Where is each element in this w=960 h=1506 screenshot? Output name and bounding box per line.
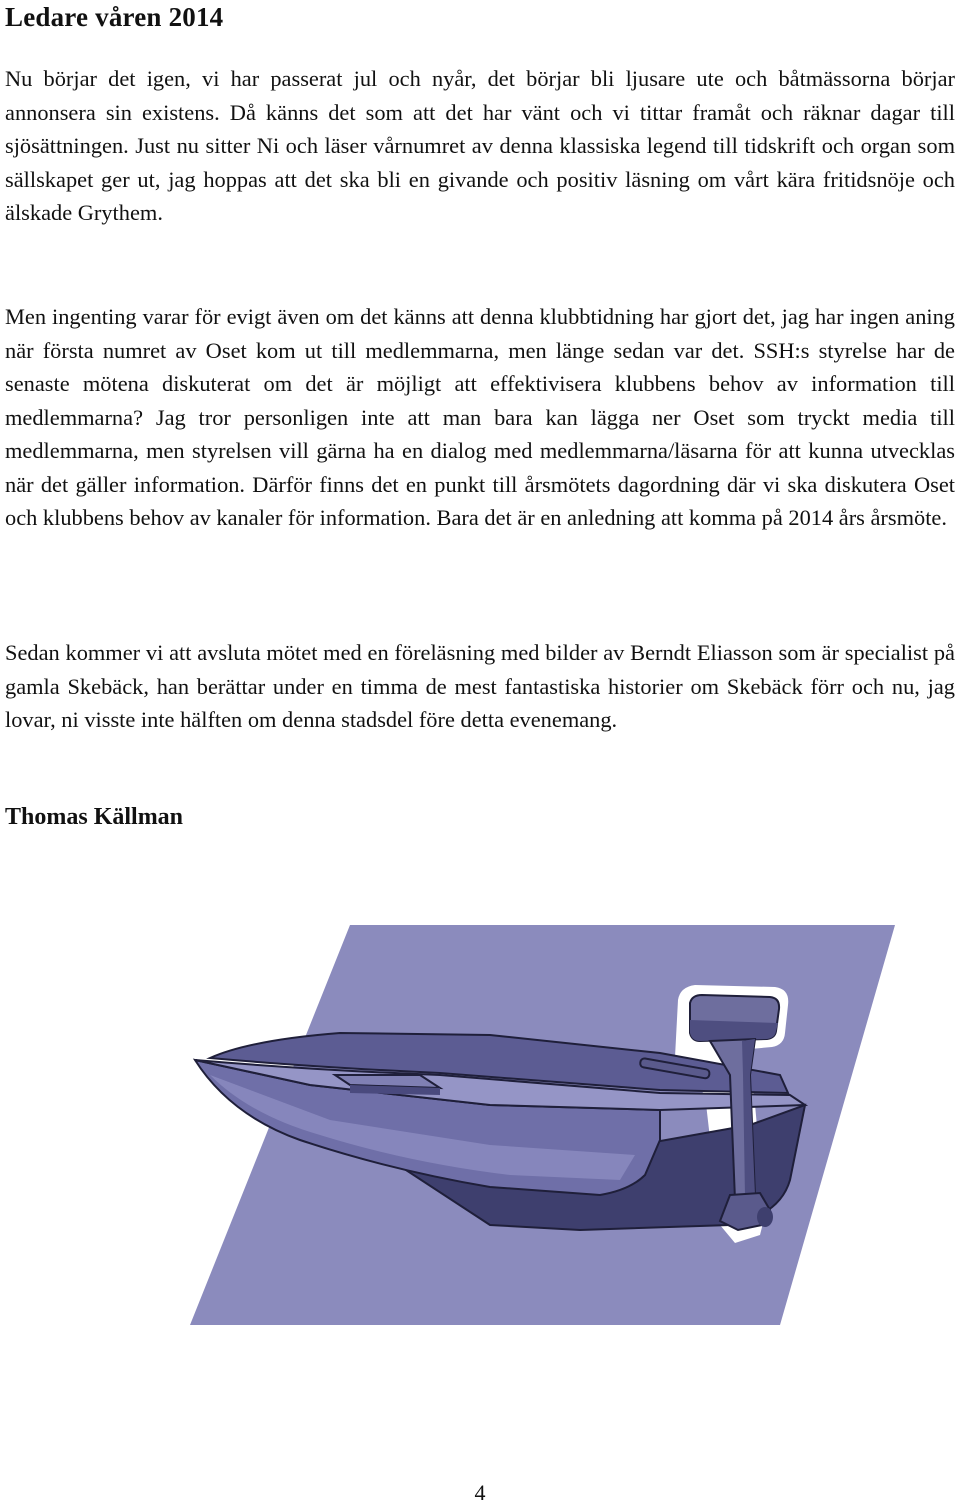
paragraph-intro: Nu börjar det igen, vi har passerat jul och nyår, det börjar bli ljusare ute och båtmässorna börjar annonsera sin existens. Då känns det som att det har vänt och vi tittar framåt och räknar dagar till sjösättningen. Just nu sitter Ni och läser vårnumret av denna klassiska legend till tidskrift och organ som sällskapet ger ut, jag hoppas att det ska bli en givande och positiv läsning om vårt kära fritidsnöje och älskade Grythem. <box>5 66 955 225</box>
page-title: Ledare våren 2014 <box>5 2 224 32</box>
page-number: 4 <box>474 1480 486 1505</box>
paragraph-oset: Men ingenting varar för evigt även om det känns att denna klubbtidning har gjort det, jag har ingen aning när första numret av Oset kom ut till medlemmarna, men länge sedan var det. SSH:s styrelse har de senaste mötena diskuterat om det är möjligt att effektivisera klubbens behov av information till medlemmarna? Jag tror personligen inte att man bara kan lägga ner Oset som tryckt media till medlemmarna, men styrelsen vill gärna ha en dialog med medlemmarna/läsarna för att kunna utvecklas när det gäller information. Därför finns det en punkt till årsmötets dagordning där vi ska diskutera Oset och klubbens behov av kanaler för information. Bara det är en anledning att komma på 2014 års årsmöte. <box>5 304 955 530</box>
author-signature: Thomas Källman <box>5 804 184 830</box>
paragraph-lecture: Sedan kommer vi att avsluta mötet med en föreläsning med bilder av Berndt Eliasson som är specialist på gamla Skebäck, han berättar under en timma de mest fantastiska historier om Skebäck förr och nu, jag lovar, ni visste inte hälften om denna stadsdel före detta evenemang. <box>5 640 955 732</box>
motorboat-illustration <box>190 925 960 1325</box>
